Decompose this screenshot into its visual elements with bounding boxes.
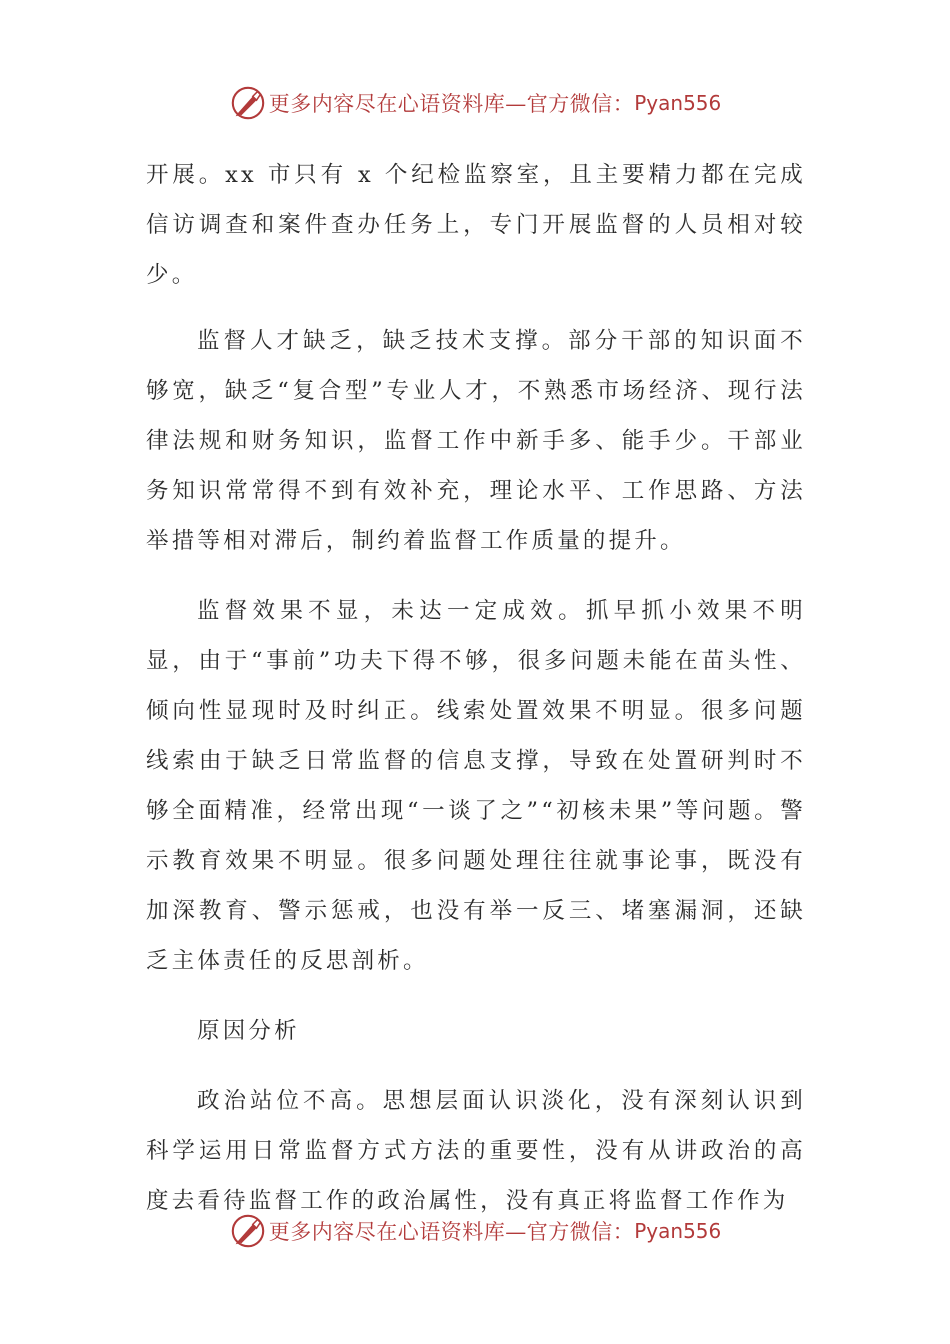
banner-wechat-id: Pyan556 bbox=[634, 1219, 722, 1243]
pen-nib-logo-icon bbox=[229, 84, 267, 122]
paragraph-1: 开展。xx 市只有 x 个纪检监察室，且主要精力都在完成信访调查和案件查办任务上，专门开展监督的人员相对较少。 bbox=[146, 162, 806, 288]
document-body bbox=[146, 150, 806, 1226]
paragraph-3: 监督效果不显，未达一定成效。抓早抓小效果不明显，由于“事前”功夫下得不够，很多问题未能在苗头性、倾向性显现时及时纠正。线索处置效果不明显。很多问题线索由于缺乏日常监督的信息支撑，导致在处置研判时不够全面精准，经常出现“一谈了之”“初核未果”等问题。警示教育效果不明显。很多问题处理往往就事论事，既没有加深教育、警示惩戒，也没有举一反三、堵塞漏洞，还缺乏主体责任的反思剖析。 bbox=[146, 598, 806, 974]
banner-text: 更多内容尽在心语资料库—官方微信： bbox=[268, 92, 635, 116]
paragraph-4: 政治站位不高。思想层面认识淡化，没有深刻认识到科学运用日常监督方式方法的重要性，没有从讲政治的高度去看待监督工作的政治属性，没有真正将监督工作作为 bbox=[146, 1088, 806, 1214]
banner-text: 更多内容尽在心语资料库—官方微信： bbox=[268, 1220, 635, 1244]
banner-wechat-id: Pyan556 bbox=[634, 91, 722, 115]
header-banner bbox=[0, 83, 950, 123]
section-heading: 原因分析 bbox=[197, 1018, 300, 1044]
footer-banner bbox=[0, 1211, 950, 1251]
paragraph-2: 监督人才缺乏，缺乏技术支撑。部分干部的知识面不够宽，缺乏“复合型”专业人才，不熟悉市场经济、现行法律法规和财务知识，监督工作中新手多、能手少。干部业务知识常常得不到有效补充，理论水平、工作思路、方法举措等相对滞后，制约着监督工作质量的提升。 bbox=[146, 328, 806, 554]
pen-nib-logo-icon bbox=[229, 1212, 267, 1250]
